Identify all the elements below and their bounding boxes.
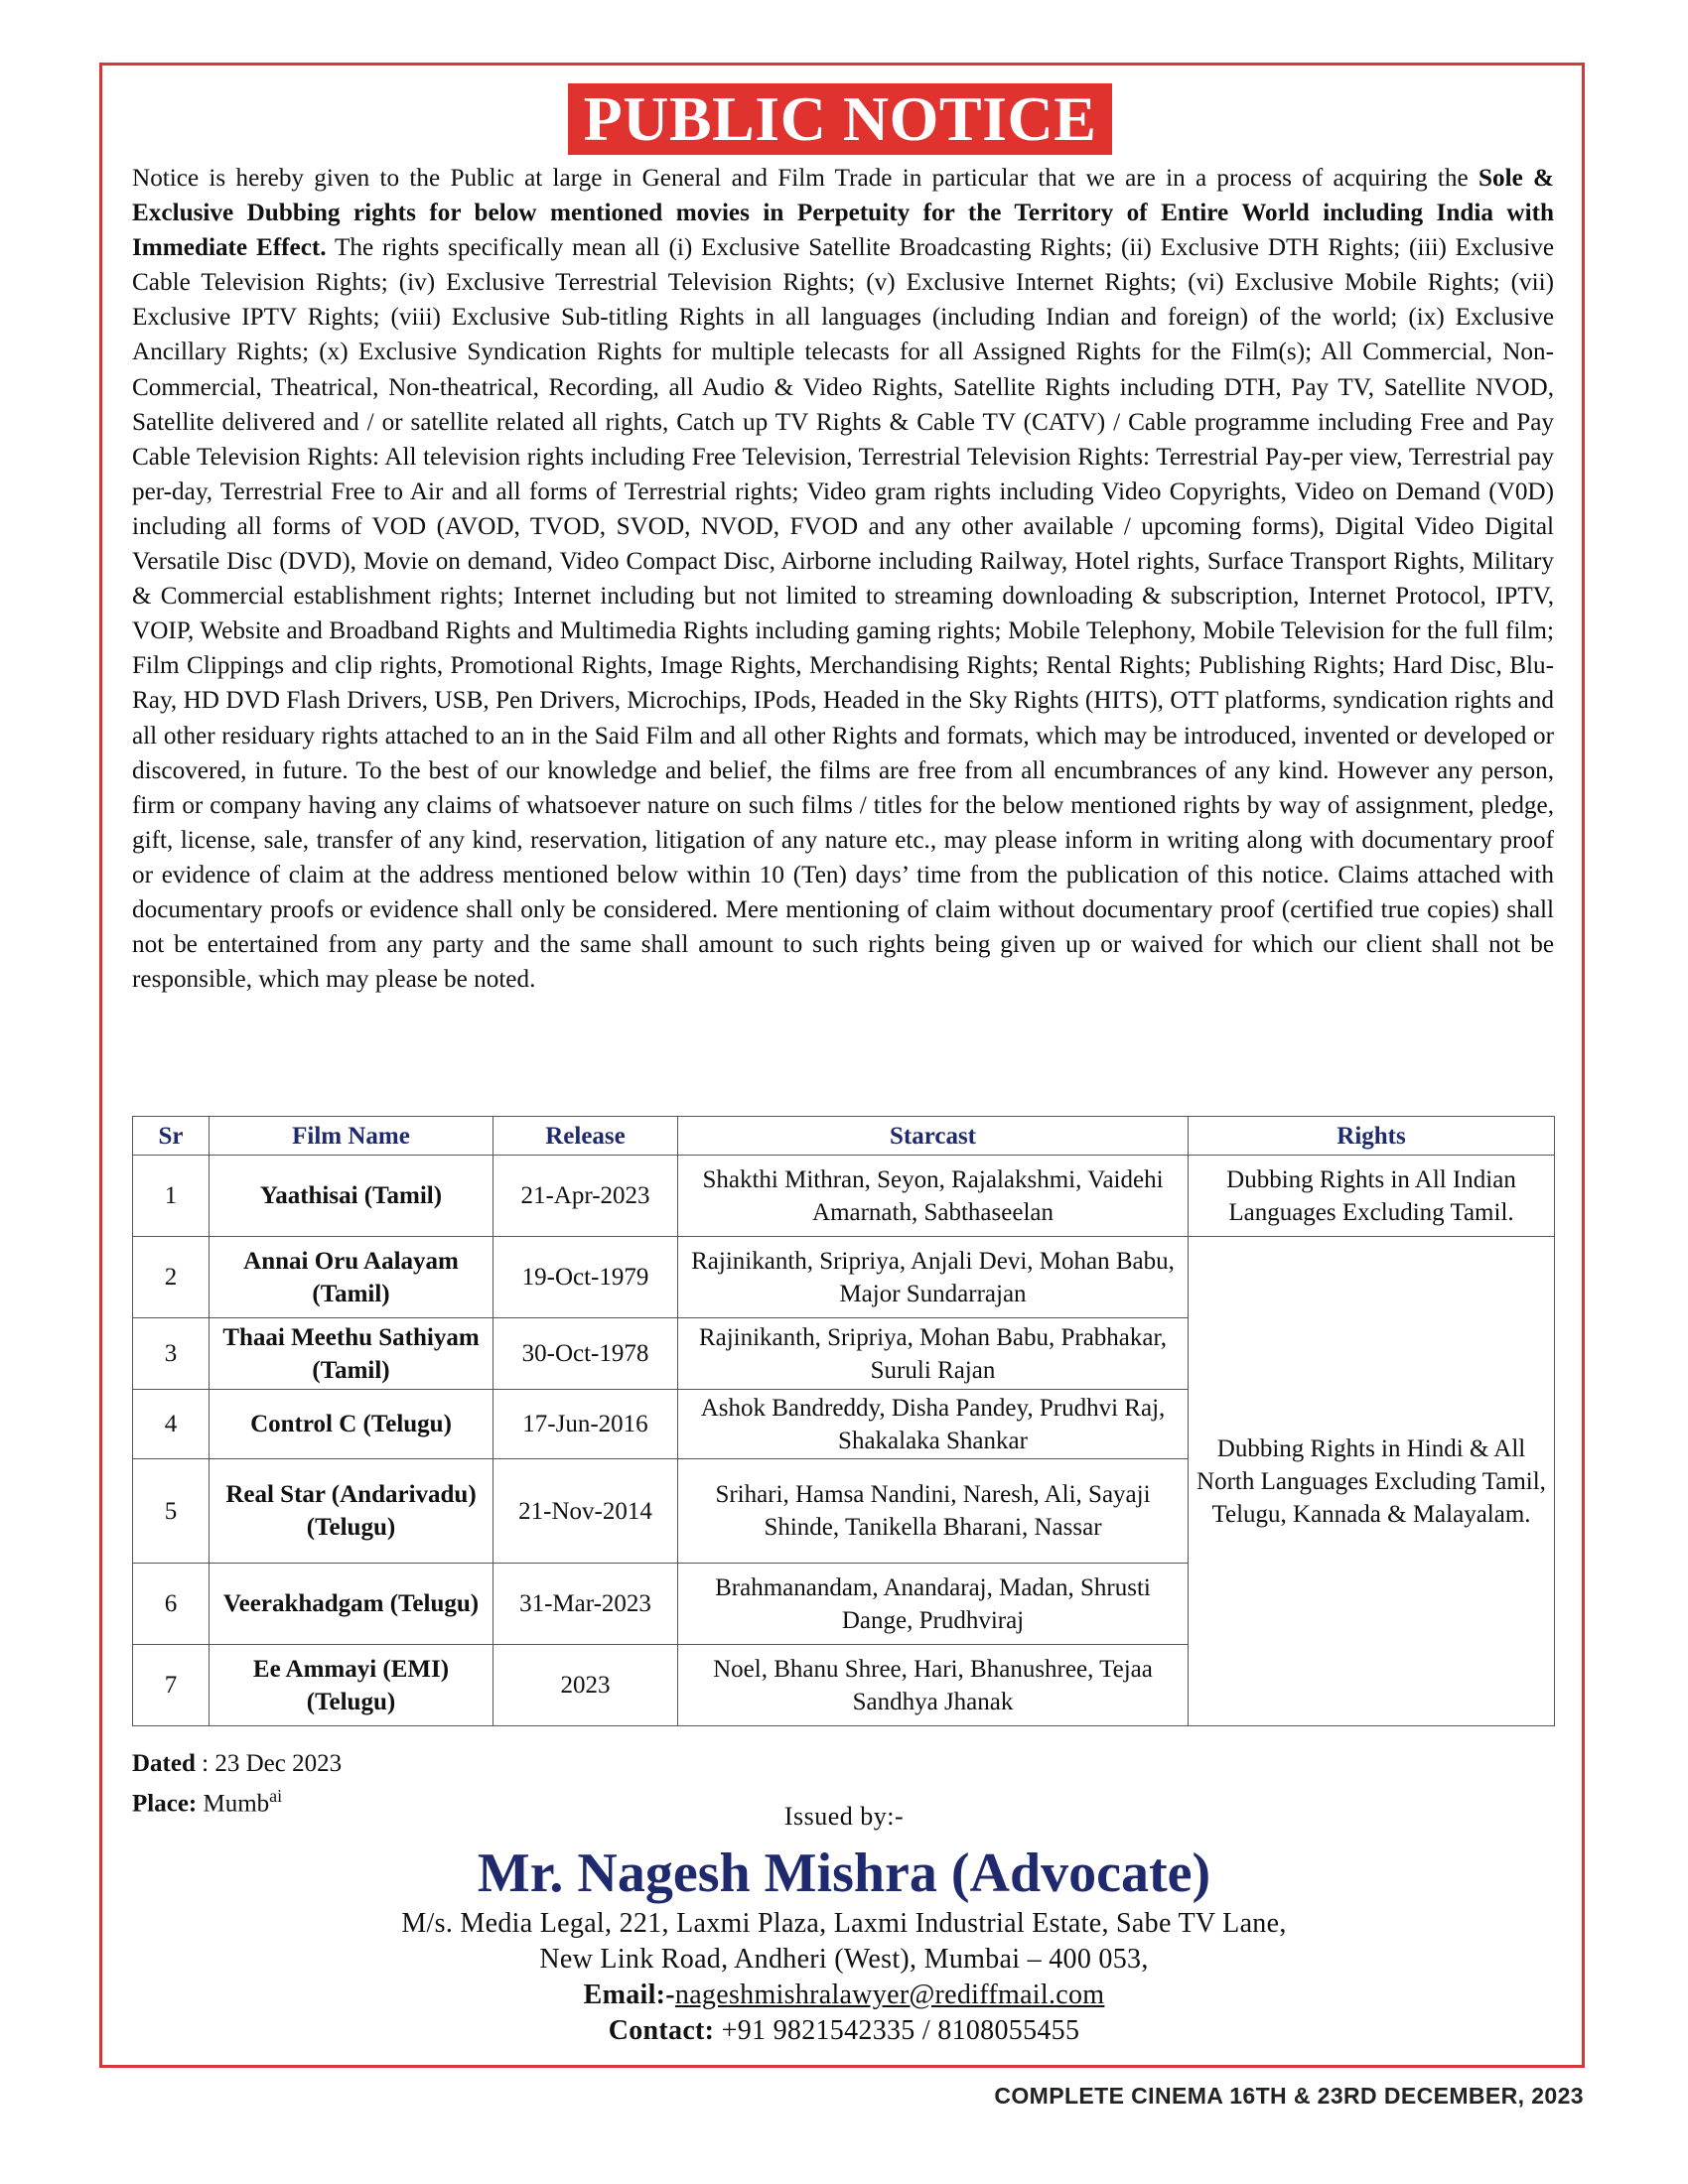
cell-starcast: Shakthi Mithran, Seyon, Rajalakshmi, Vaidehi Amarnath, Sabthaseelan <box>678 1156 1189 1237</box>
address-line-1: M/s. Media Legal, 221, Laxmi Plaza, Laxmi Industrial Estate, Sabe TV Lane, <box>401 1908 1287 1939</box>
header-sr: Sr <box>133 1117 210 1156</box>
advocate-name: Mr. Nagesh Mishra (Advocate) <box>477 1843 1211 1904</box>
email-label: Email:- <box>583 1979 675 2010</box>
cell-release: 19-Oct-1979 <box>493 1237 678 1318</box>
cell-film-name: Real Star (Andarivadu) (Telugu) <box>210 1459 493 1564</box>
notice-body <box>132 161 1554 997</box>
dated-label: Dated <box>132 1750 196 1777</box>
email-link[interactable]: nageshmishralawyer@rediffmail.com <box>674 1979 1105 2010</box>
place-label: Place: <box>132 1790 198 1818</box>
body-intro: Notice is hereby given to the Public at large in General and Film Trade in particular that we are in a process of acquiring the <box>132 165 1478 192</box>
dated-line <box>132 1747 342 1780</box>
contact-value: +91 9821542335 / 8108055455 <box>714 2015 1080 2046</box>
cell-sr: 3 <box>133 1318 210 1390</box>
cell-starcast: Rajinikanth, Sripriya, Anjali Devi, Mohan Babu, Major Sundarrajan <box>678 1237 1189 1318</box>
cell-rights: Dubbing Rights in All Indian Languages Excluding Tamil. <box>1189 1156 1555 1237</box>
cell-sr: 1 <box>133 1156 210 1237</box>
cell-film-name: Thaai Meethu Sathiyam (Tamil) <box>210 1318 493 1390</box>
cell-starcast: Rajinikanth, Sripriya, Mohan Babu, Prabhakar, Suruli Rajan <box>678 1318 1189 1390</box>
cell-film-name: Ee Ammayi (EMI) (Telugu) <box>210 1645 493 1726</box>
cell-film-name: Yaathisai (Tamil) <box>210 1156 493 1237</box>
cell-starcast: Srihari, Hamsa Nandini, Naresh, Ali, Sayaji Shinde, Tanikella Bharani, Nassar <box>678 1459 1189 1564</box>
body-bold-rights: Sole & Exclusive Dubbing rights for below mentioned movies in Perpetuity for the Territory of Entire World including India with Immediate Effect. <box>132 165 1555 262</box>
notice-title: PUBLIC NOTICE <box>568 83 1112 155</box>
cell-sr: 4 <box>133 1390 210 1459</box>
address-line-2: New Link Road, Andheri (West), Mumbai – 400 053, <box>539 1944 1149 1975</box>
place-value: Mumb <box>197 1790 270 1818</box>
header-release: Release <box>493 1117 678 1156</box>
cell-release: 2023 <box>493 1645 678 1726</box>
place-sup: ai <box>269 1786 283 1806</box>
cell-film-name: Veerakhadgam (Telugu) <box>210 1564 493 1645</box>
body-rights-detail: The rights specifically mean all (i) Exclusive Satellite Broadcasting Rights; (ii) Exclusive DTH Rights; (iii) Exclusive Cable Television Rights; (iv) Exclusive Terrestrial Television Rights; (v) Exclusive Internet Rights; (vi) Exclusive Mobile Rights; (vii) Exclusive IPTV Rights; (viii) Exclusive Sub-titling Rights in all languages (including Indian and foreign) of the world; (ix) Exclusive Ancillary Rights; (x) Exclusive Syndication Rights for multiple telecasts for all Assigned Rights for the Film(s); All Commercial, Non-Commercial, Theatrical, Non-theatrical, Recording, all Audio & Video Rights, Satellite Rights including DTH, Pay TV, Satellite NVOD, Satellite delivered and / or satellite related all rights, Catch up TV Rights & Cable TV (CATV) / Cable programme including Free and Pay Cable Television Rights: All television rights including Free Television, Terrestrial Television Rights: Terrestrial Pay-per view, Terrestrial pay per-day, Terrestrial Free to Air and all forms of Terrestrial rights; Video gram rights including Video Copyrights, Video on Demand (V0D) including all forms of VOD (AVOD, TVOD, SVOD, NVOD, FVOD and any other available / upcoming forms), Digital Video Digital Versatile Disc (DVD), Movie on demand, Video Compact Disc, Airborne including Railway, Hotel rights, Surface Transport Rights, Military & Commercial establishment rights; Internet including but not limited to streaming downloading & subscription, Internet Protocol, IPTV, VOIP, Website and Broadband Rights and Multimedia Rights including gaming rights; Mobile Telephony, Mobile Television for the full film; Film Clippings and clip rights, Promotional Rights, Image Rights, Merchandising Rights; Rental Rights; Publishing Rights; Hard Disc, Blu-Ray, HD DVD Flash Drivers, USB, Pen Drivers, Microchips, IPods, Headed in the Sky Rights (HITS), OTT platforms, syndication rights and all other residuary rights attached to an in the Said Film and all other Rights and formats, which may be introduced, invented or developed or discovered, in future. To the best of our knowledge and belief, the films are free from all encumbrances of any kind. However any person, firm or company having any claims of whatsoever nature on such films / titles for the below mentioned rights by way of assignment, pledge, gift, license, sale, transfer of any kind, reservation, litigation of any nature etc., may please inform in writing along with documentary proof or evidence of claim at the address mentioned below within 10 (Ten) days’ time from the publication of this notice. Claims attached with documentary proofs or evidence shall only be considered. Mere mentioning of claim without documentary proof (certified true copies) shall not be entertained from any party and the same shall amount to such rights being given up or waived for which our client shall not be responsible, which may please be noted. <box>132 234 1554 994</box>
header-rights: Rights <box>1189 1117 1555 1156</box>
cell-starcast: Brahmanandam, Anandaraj, Madan, Shrusti Dange, Prudhviraj <box>678 1564 1189 1645</box>
cell-release: 31-Mar-2023 <box>493 1564 678 1645</box>
cell-starcast: Noel, Bhanu Shree, Hari, Bhanushree, Tejaa Sandhya Jhanak <box>678 1645 1189 1726</box>
header-film-name: Film Name <box>210 1117 493 1156</box>
table-row <box>133 1156 1555 1237</box>
header-starcast: Starcast <box>678 1117 1189 1156</box>
contact-line <box>0 2013 1688 2049</box>
cell-starcast: Ashok Bandreddy, Disha Pandey, Prudhvi Raj, Shakalaka Shankar <box>678 1390 1189 1459</box>
cell-film-name: Control C (Telugu) <box>210 1390 493 1459</box>
cell-sr: 5 <box>133 1459 210 1564</box>
cell-sr: 2 <box>133 1237 210 1318</box>
films-table <box>132 1116 1555 1726</box>
table-row <box>133 1237 1555 1318</box>
contact-label: Contact: <box>608 2015 715 2046</box>
publication-credit: COMPLETE CINEMA 16TH & 23RD DECEMBER, 2023 <box>994 2083 1584 2109</box>
cell-sr: 7 <box>133 1645 210 1726</box>
cell-sr: 6 <box>133 1564 210 1645</box>
cell-release: 17-Jun-2016 <box>493 1390 678 1459</box>
issued-by: Issued by:- <box>783 1802 905 1831</box>
email-line <box>0 1978 1688 2013</box>
cell-release: 30-Oct-1978 <box>493 1318 678 1390</box>
dated-value: : 23 Dec 2023 <box>195 1750 343 1777</box>
cell-film-name: Annai Oru Aalayam (Tamil) <box>210 1237 493 1318</box>
cell-release: 21-Nov-2014 <box>493 1459 678 1564</box>
table-header-row <box>133 1117 1555 1156</box>
cell-release: 21-Apr-2023 <box>493 1156 678 1237</box>
cell-rights-merged: Dubbing Rights in Hindi & All North Languages Excluding Tamil, Telugu, Kannada & Malayalam. <box>1189 1237 1555 1726</box>
